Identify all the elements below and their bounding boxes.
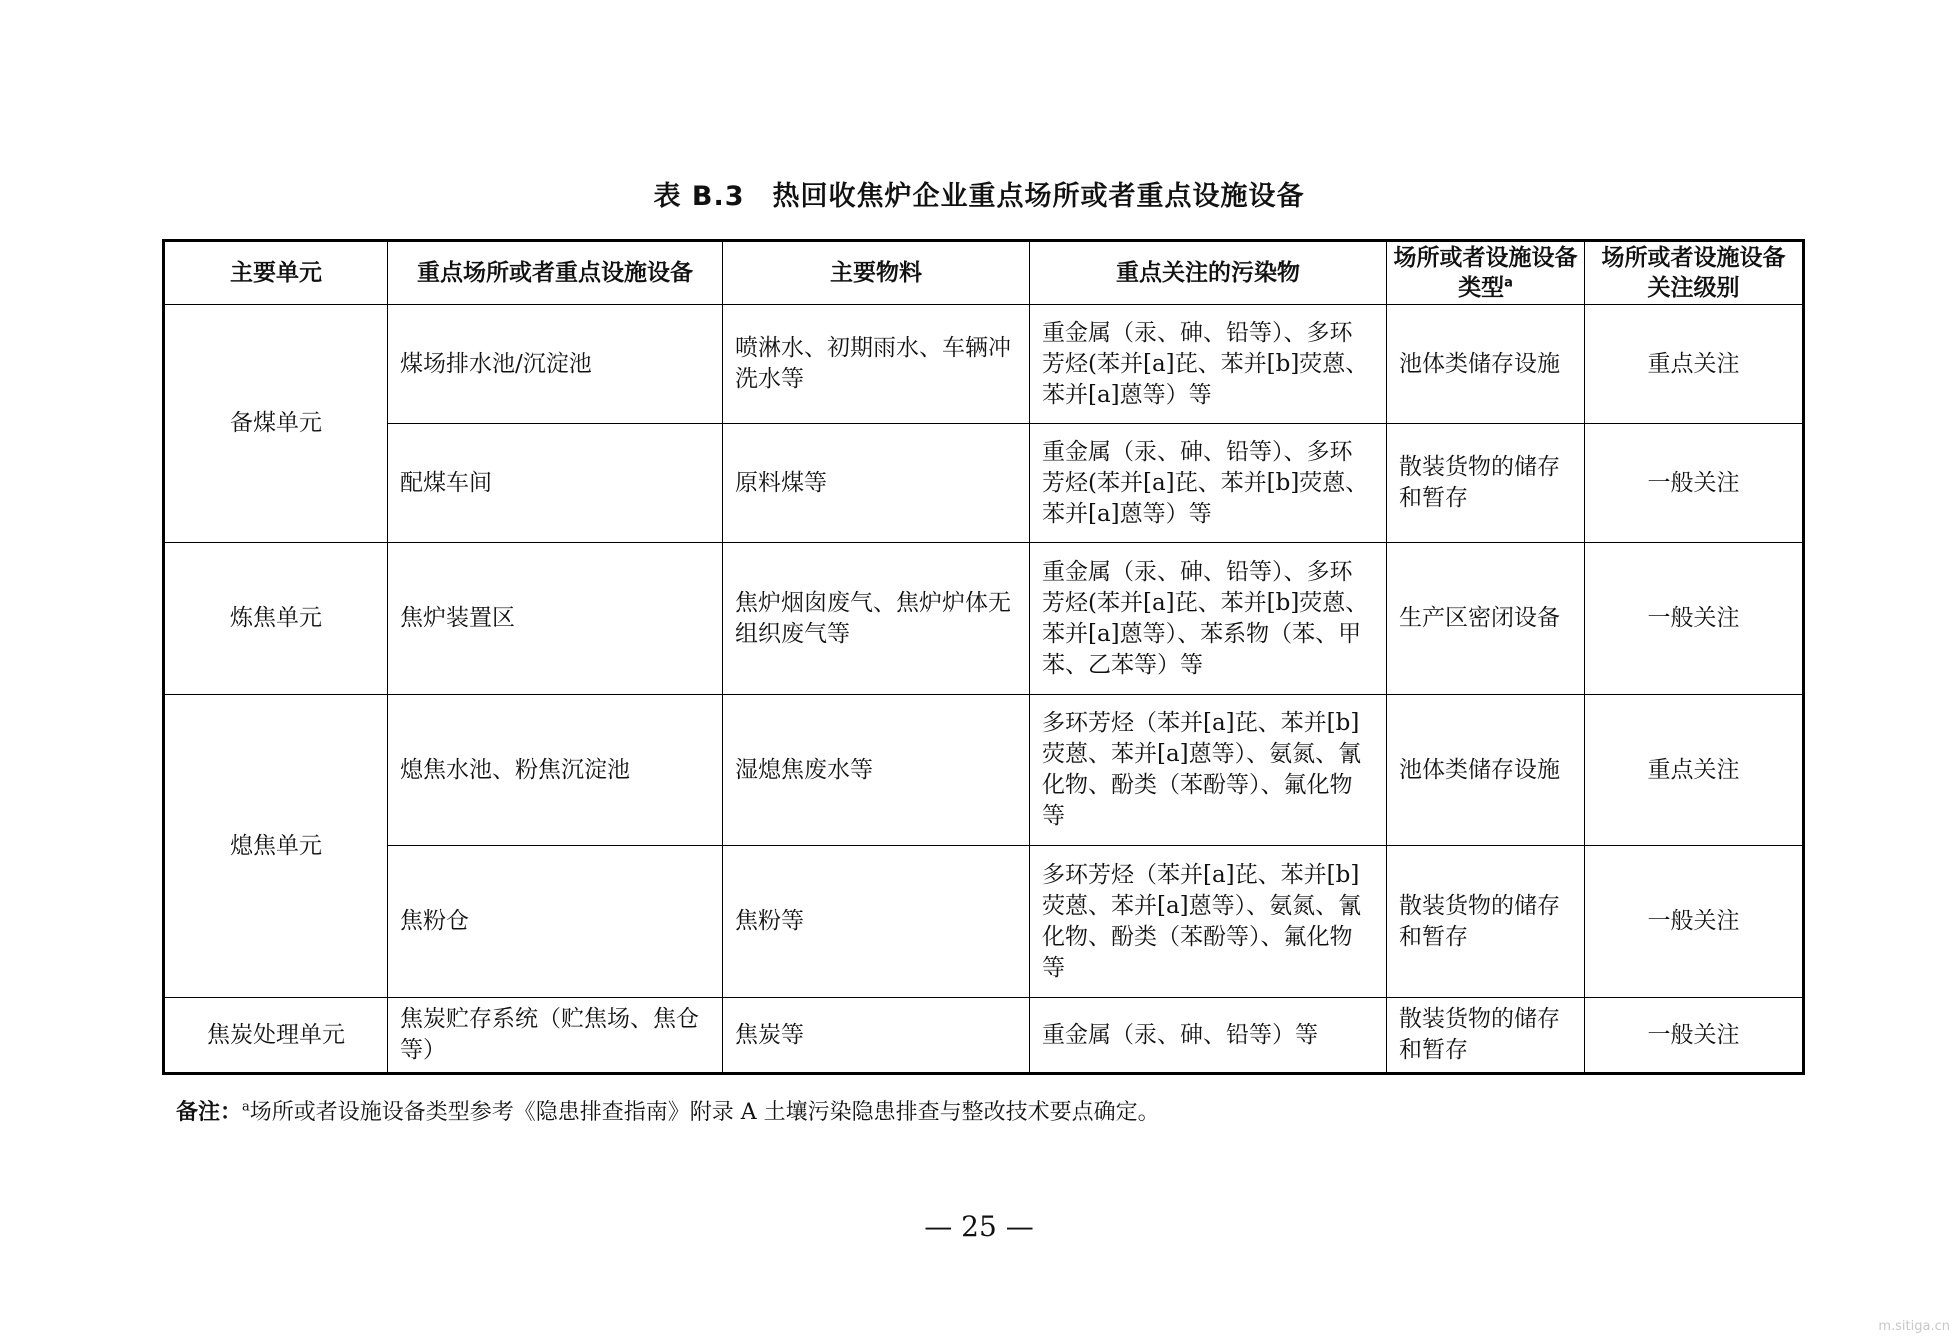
unit-cell: 熄焦单元 xyxy=(164,695,388,998)
facility-cell: 焦炉装置区 xyxy=(388,543,723,695)
facility-table xyxy=(162,239,1805,1075)
type-cell: 池体类储存设施 xyxy=(1387,695,1585,846)
table-row xyxy=(164,695,1804,846)
level-cell: 一般关注 xyxy=(1585,846,1804,998)
header-type-footnote-mark: a xyxy=(1504,275,1513,291)
facility-cell: 熄焦水池、粉焦沉淀池 xyxy=(388,695,723,846)
header-level: 场所或者设施设备关注级别 xyxy=(1585,241,1804,305)
type-cell: 散装货物的储存和暂存 xyxy=(1387,424,1585,543)
header-type-text: 场所或者设施设备类型 xyxy=(1393,245,1578,301)
pollutants-cell: 重金属（汞、砷、铅等）、多环芳烃(苯并[a]芘、苯并[b]荧蒽、苯并[a]蒽等）、苯系物（苯、甲苯、乙苯等）等 xyxy=(1030,543,1387,695)
material-cell: 喷淋水、初期雨水、车辆冲洗水等 xyxy=(723,305,1030,424)
table-note xyxy=(176,1098,1160,1128)
material-cell: 焦炭等 xyxy=(723,998,1030,1074)
note-footnote-mark: a xyxy=(242,1099,250,1115)
page-title: 表 B.3 热回收焦炉企业重点场所或者重点设施设备 xyxy=(653,181,1305,212)
type-cell: 散装货物的储存和暂存 xyxy=(1387,998,1585,1074)
material-cell: 原料煤等 xyxy=(723,424,1030,543)
pollutants-cell: 多环芳烃（苯并[a]芘、苯并[b]荧蒽、苯并[a]蒽等）、氨氮、氰化物、酚类（苯酚等）、氟化物等 xyxy=(1030,695,1387,846)
unit-cell: 备煤单元 xyxy=(164,305,388,543)
pollutants-cell: 重金属（汞、砷、铅等）、多环芳烃(苯并[a]芘、苯并[b]荧蒽、苯并[a]蒽等）等 xyxy=(1030,305,1387,424)
level-cell: 一般关注 xyxy=(1585,543,1804,695)
level-cell: 一般关注 xyxy=(1585,424,1804,543)
unit-cell: 焦炭处理单元 xyxy=(164,998,388,1074)
note-text: 场所或者设施设备类型参考《隐患排查指南》附录 A 土壤污染隐患排查与整改技术要点确定。 xyxy=(249,1100,1160,1125)
header-main-unit: 主要单元 xyxy=(164,241,388,305)
header-material: 主要物料 xyxy=(723,241,1030,305)
page-number: — 25 — xyxy=(924,1210,1034,1243)
facility-cell: 焦粉仓 xyxy=(388,846,723,998)
type-cell: 池体类储存设施 xyxy=(1387,305,1585,424)
table-row xyxy=(164,846,1804,998)
header-facility: 重点场所或者重点设施设备 xyxy=(388,241,723,305)
header-pollutants: 重点关注的污染物 xyxy=(1030,241,1387,305)
unit-cell: 炼焦单元 xyxy=(164,543,388,695)
pollutants-cell: 重金属（汞、砷、铅等）、多环芳烃(苯并[a]芘、苯并[b]荧蒽、苯并[a]蒽等）等 xyxy=(1030,424,1387,543)
level-cell: 重点关注 xyxy=(1585,305,1804,424)
table-row xyxy=(164,305,1804,424)
facility-cell: 焦炭贮存系统（贮焦场、焦仓等） xyxy=(388,998,723,1074)
level-cell: 重点关注 xyxy=(1585,695,1804,846)
table-row xyxy=(164,424,1804,543)
facility-cell: 配煤车间 xyxy=(388,424,723,543)
note-label: 备注： xyxy=(176,1100,243,1125)
table-header-row xyxy=(164,241,1804,305)
type-cell: 生产区密闭设备 xyxy=(1387,543,1585,695)
material-cell: 焦粉等 xyxy=(723,846,1030,998)
material-cell: 焦炉烟囱废气、焦炉炉体无组织废气等 xyxy=(723,543,1030,695)
level-cell: 一般关注 xyxy=(1585,998,1804,1074)
watermark: m.sitiga.cn xyxy=(1878,1319,1950,1334)
material-cell: 湿熄焦废水等 xyxy=(723,695,1030,846)
type-cell: 散装货物的储存和暂存 xyxy=(1387,846,1585,998)
pollutants-cell: 多环芳烃（苯并[a]芘、苯并[b]荧蒽、苯并[a]蒽等）、氨氮、氰化物、酚类（苯酚等）、氟化物等 xyxy=(1030,846,1387,998)
table-row xyxy=(164,543,1804,695)
table-row xyxy=(164,998,1804,1074)
facility-cell: 煤场排水池/沉淀池 xyxy=(388,305,723,424)
pollutants-cell: 重金属（汞、砷、铅等）等 xyxy=(1030,998,1387,1074)
header-type xyxy=(1387,241,1585,305)
